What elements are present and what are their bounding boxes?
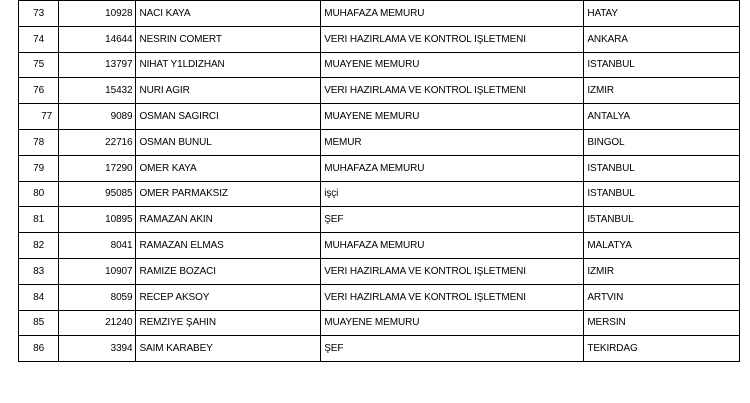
registry-number: 9089 xyxy=(59,104,136,130)
row-number: 81 xyxy=(19,207,59,233)
job-title: MUAYENE MEMURU xyxy=(321,310,584,336)
person-name: NURI AGIR xyxy=(136,78,321,104)
table-row xyxy=(19,1,740,27)
registry-number: 21240 xyxy=(59,310,136,336)
personnel-table xyxy=(18,0,740,362)
registry-number: 8041 xyxy=(59,233,136,259)
row-number: 80 xyxy=(19,181,59,207)
person-name: OSMAN SAGIRCI xyxy=(136,104,321,130)
row-number: 85 xyxy=(19,310,59,336)
registry-number: 10895 xyxy=(59,207,136,233)
registry-number: 17290 xyxy=(59,155,136,181)
row-number: 78 xyxy=(19,129,59,155)
table-row xyxy=(19,155,740,181)
job-title: MUAYENE MEMURU xyxy=(321,52,584,78)
city: ANKARA xyxy=(584,26,740,52)
city: BINGOL xyxy=(584,129,740,155)
person-name: RAMIZE BOZACI xyxy=(136,258,321,284)
registry-number: 10928 xyxy=(59,1,136,27)
job-title: VERI HAZIRLAMA VE KONTROL IŞLETMENI xyxy=(321,284,584,310)
city: ARTVIN xyxy=(584,284,740,310)
city: TEKIRDAG xyxy=(584,336,740,362)
person-name: REMZIYE ŞAHIN xyxy=(136,310,321,336)
city: IZMIR xyxy=(584,258,740,284)
registry-number: 8059 xyxy=(59,284,136,310)
city: I5TANBUL xyxy=(584,207,740,233)
table-row xyxy=(19,207,740,233)
table-row xyxy=(19,310,740,336)
job-title: ŞEF xyxy=(321,336,584,362)
job-title: VERI HAZIRLAMA VE KONTROL IŞLETMENI xyxy=(321,78,584,104)
person-name: RAMAZAN ELMAS xyxy=(136,233,321,259)
table-row xyxy=(19,284,740,310)
row-number: 73 xyxy=(19,1,59,27)
person-name: SAIM KARABEY xyxy=(136,336,321,362)
person-name: OSMAN BUNUL xyxy=(136,129,321,155)
city: ISTANBUL xyxy=(584,52,740,78)
registry-number: 95085 xyxy=(59,181,136,207)
person-name: OMER KAYA xyxy=(136,155,321,181)
row-number: 79 xyxy=(19,155,59,181)
registry-number: 3394 xyxy=(59,336,136,362)
registry-number: 14644 xyxy=(59,26,136,52)
table-row xyxy=(19,26,740,52)
job-title: MUHAFAZA MEMURU xyxy=(321,1,584,27)
row-number: 74 xyxy=(19,26,59,52)
table-row xyxy=(19,181,740,207)
registry-number: 22716 xyxy=(59,129,136,155)
person-name: RECEP AKSOY xyxy=(136,284,321,310)
job-title: MUHAFAZA MEMURU xyxy=(321,233,584,259)
job-title: MEMUR xyxy=(321,129,584,155)
table-row xyxy=(19,78,740,104)
person-name: NIHAT Y1LDIZHAN xyxy=(136,52,321,78)
city: IZMIR xyxy=(584,78,740,104)
row-number: 83 xyxy=(19,258,59,284)
job-title: işçi xyxy=(321,181,584,207)
table-row xyxy=(19,52,740,78)
person-name: NESRIN COMERT xyxy=(136,26,321,52)
table-row xyxy=(19,258,740,284)
row-number: 84 xyxy=(19,284,59,310)
city: HATAY xyxy=(584,1,740,27)
person-name: OMER PARMAKSIZ xyxy=(136,181,321,207)
city: ISTANBUL xyxy=(584,181,740,207)
registry-number: 13797 xyxy=(59,52,136,78)
table-row xyxy=(19,129,740,155)
job-title: VERI HAZIRLAMA VE KONTROL IŞLETMENI xyxy=(321,26,584,52)
registry-number: 15432 xyxy=(59,78,136,104)
table-row xyxy=(19,104,740,130)
row-number: 76 xyxy=(19,78,59,104)
city: ANTALYA xyxy=(584,104,740,130)
table-row xyxy=(19,233,740,259)
job-title: MUHAFAZA MEMURU xyxy=(321,155,584,181)
person-name: RAMAZAN AKIN xyxy=(136,207,321,233)
row-number: 77 xyxy=(19,104,59,130)
row-number: 86 xyxy=(19,336,59,362)
city: ISTANBUL xyxy=(584,155,740,181)
job-title: ŞEF xyxy=(321,207,584,233)
job-title: VERI HAZIRLAMA VE KONTROL IŞLETMENI xyxy=(321,258,584,284)
registry-number: 10907 xyxy=(59,258,136,284)
row-number: 82 xyxy=(19,233,59,259)
job-title: MUAYENE MEMURU xyxy=(321,104,584,130)
city: MALATYA xyxy=(584,233,740,259)
table-row xyxy=(19,336,740,362)
row-number: 75 xyxy=(19,52,59,78)
person-name: NACI KAYA xyxy=(136,1,321,27)
city: MERSIN xyxy=(584,310,740,336)
